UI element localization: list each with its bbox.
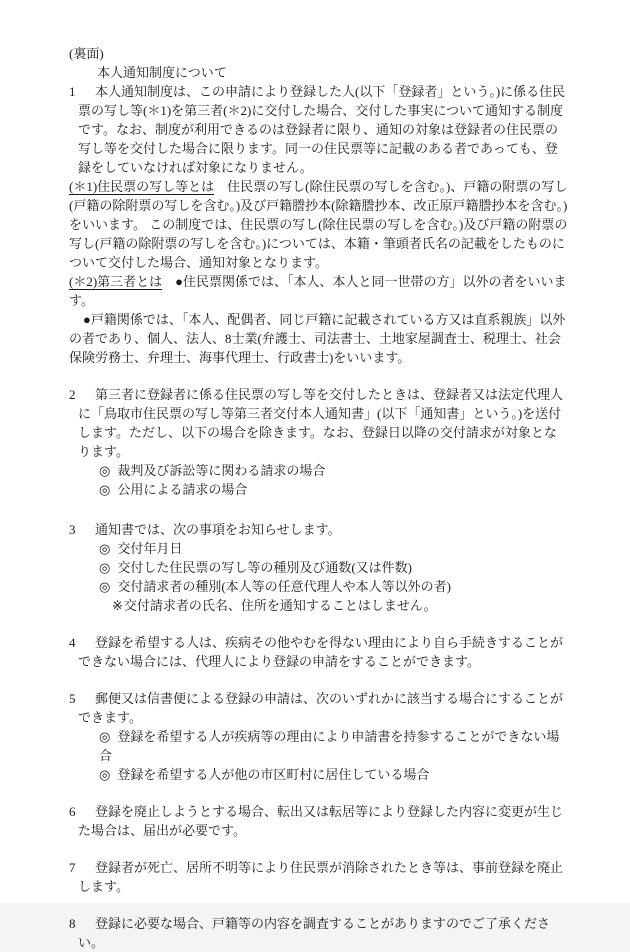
list-item-text: 登録を希望する人が疾病等の理由により申請書を持参することができない場合 bbox=[99, 729, 560, 763]
double-circle-icon: ◎ bbox=[99, 541, 111, 556]
section-5-text: 郵便又は信書便による登録の申請は、次のいずれかに該当する場合にすることができます。 bbox=[78, 691, 564, 725]
reference-note-text: 交付請求者の氏名、住所を通知することはしません。 bbox=[123, 598, 437, 613]
section-8-number: 8 bbox=[69, 916, 76, 931]
footnote-2-text: ●住民票関係では、「本人、本人と同一世帯の方」以外の者をいいます。 bbox=[69, 274, 567, 308]
section-8-text: 登録に必要な場合、戸籍等の内容を調査することがありますのでご了承ください。 bbox=[78, 916, 551, 950]
list-item-text: 交付請求者の種別(本人等の任意代理人や本人等以外の者) bbox=[117, 579, 452, 594]
section-1-number: 1 bbox=[69, 84, 76, 99]
footnote-1-text: 住民票の写し(除住民票の写しを含む。)、戸籍の附票の写し(戸籍の除附票の写しを含む。)及び戸籍謄抄本(除籍謄抄本、改正原戸籍謄抄本を含む。)をいいます。 この制度では、住民票の写し(除住民票の写しを含む。)及び戸籍の附票の写し(戸籍の除附票の写しを含む。)については、本籍・筆頭者氏名の記載をしたものについて交付した場合、通知対象となります。 bbox=[69, 179, 568, 270]
footnote-2-subtext: ●戸籍関係では、「本人、配偶者、同じ戸籍に記載されている方又は直系親族」以外の者であり、個人、法人、8士業(弁護士、司法書士、土地家屋調査士、税理士、社会保険労務士、弁理士、海事代理士、行政書士)をいいます。 bbox=[69, 312, 566, 365]
section-2 bbox=[69, 385, 568, 461]
section-5 bbox=[69, 689, 568, 727]
list-item-text: 登録を希望する人が他の市区町村に居住している場合 bbox=[117, 767, 430, 782]
section-3-text: 通知書では、次の事項をお知らせします。 bbox=[95, 522, 341, 537]
section-4-text: 登録を希望する人は、疾病その他やむを得ない理由により自ら手続きすることができない場合には、代理人により登録の申請をすることができます。 bbox=[78, 635, 564, 669]
section-1-text: 本人通知制度は、この申請により登録した人(以下「登録者」という。)に係る住民票の写し等(＊1)を第三者(＊2)に交付した場合、交付した事実について通知する制度です。なお、制度が利用できるのは登録者に限り、通知の対象は登録者の住民票の写し等を交付した場合に限ります。同一の住民票等に記載のある者であっても、登録をしていなければ対象になりません。 bbox=[78, 84, 566, 175]
double-circle-icon: ◎ bbox=[99, 463, 111, 478]
double-circle-icon: ◎ bbox=[99, 560, 111, 575]
section-1 bbox=[69, 82, 568, 177]
section-2-text: 第三者に登録者に係る住民票の写し等を交付したときは、登録者又は法定代理人に「鳥取市住民票の写し等第三者交付本人通知書」(以下「通知書」という。)を送付します。ただし、以下の場合を除きます。なお、登録日以降の交付請求が対象となります。 bbox=[78, 387, 564, 459]
double-circle-icon: ◎ bbox=[99, 729, 111, 744]
footnote-1-label: (＊1)住民票の写し等とは bbox=[69, 179, 215, 194]
section-4-number: 4 bbox=[69, 635, 76, 650]
section-7-number: 7 bbox=[69, 860, 76, 875]
reference-mark-icon: ※ bbox=[112, 598, 123, 613]
section-8 bbox=[69, 914, 568, 952]
list-item bbox=[69, 480, 568, 499]
list-item bbox=[69, 765, 568, 784]
section-2-number: 2 bbox=[69, 387, 76, 402]
list-item bbox=[69, 539, 568, 558]
list-item-text: 交付年月日 bbox=[117, 541, 183, 556]
side-label: (裏面) bbox=[69, 46, 104, 61]
section-3 bbox=[69, 520, 568, 539]
list-item-text: 交付した住民票の写し等の種別及び通数(又は件数) bbox=[117, 560, 413, 575]
section-6-number: 6 bbox=[69, 804, 76, 819]
list-item-text: 裁判及び訴訟等に関わる請求の場合 bbox=[117, 463, 326, 478]
section-6-text: 登録を廃止しようとする場合、転出又は転居等により登録した内容に変更が生じた場合は、届出が必要です。 bbox=[78, 804, 564, 838]
footnote-2-label: (＊2)第三者とは bbox=[69, 274, 163, 289]
list-item bbox=[69, 727, 568, 765]
double-circle-icon: ◎ bbox=[99, 482, 111, 497]
footnote-2 bbox=[69, 272, 568, 310]
list-item bbox=[69, 558, 568, 577]
footnote-1 bbox=[69, 177, 568, 272]
list-item bbox=[69, 577, 568, 596]
section-5-number: 5 bbox=[69, 691, 76, 706]
section-6 bbox=[69, 802, 568, 840]
section-7 bbox=[69, 858, 568, 896]
list-item-text: 公用による請求の場合 bbox=[117, 482, 248, 497]
double-circle-icon: ◎ bbox=[99, 579, 111, 594]
section-4 bbox=[69, 633, 568, 671]
section-3-number: 3 bbox=[69, 522, 76, 537]
section-7-text: 登録者が死亡、居所不明等により住民票が消除されたとき等は、事前登録を廃止します。 bbox=[78, 860, 564, 894]
page-title: 本人通知制度について bbox=[97, 65, 227, 80]
double-circle-icon: ◎ bbox=[99, 767, 111, 782]
list-item bbox=[69, 461, 568, 480]
reference-note bbox=[69, 596, 568, 615]
